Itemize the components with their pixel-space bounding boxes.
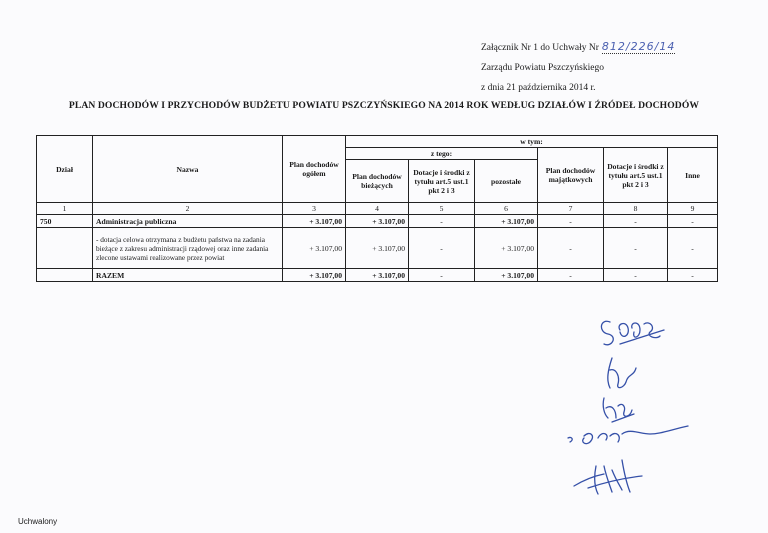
total-plan-biezacych: + 3.107,00 [346, 269, 409, 282]
column-index: 7 [538, 203, 604, 215]
cell-inne: - [668, 228, 718, 269]
total-inne: - [668, 269, 718, 282]
signature-2 [608, 358, 636, 388]
table-row [37, 228, 718, 269]
total-dotacje-biezace: - [409, 269, 475, 282]
budget-table [36, 135, 718, 282]
header-pozostale: pozostałe [475, 160, 538, 203]
header-w-tym: w tym: [346, 136, 718, 148]
cell-plan-majatkowych: - [538, 228, 604, 269]
header-dzial: Dział [37, 136, 93, 203]
signature-1 [601, 321, 664, 345]
cell-dzial: 750 [37, 215, 93, 228]
header-nazwa: Nazwa [93, 136, 283, 203]
cell-plan-biezacych: + 3.107,00 [346, 215, 409, 228]
cell-dotacje-majatkowe: - [604, 228, 668, 269]
approval-status: Uchwalony [18, 517, 58, 526]
header-row-1 [37, 136, 718, 148]
resolution-date: z dnia 21 października 2014 r. [481, 83, 596, 93]
total-dotacje-majatkowe: - [604, 269, 668, 282]
header-dotacje-biezace: Dotacje i środki z tytułu art.5 ust.1 pkt 2 i 3 [409, 160, 475, 203]
resolution-line [481, 38, 675, 58]
resolution-number: 812/226/14 [601, 40, 676, 53]
column-index: 5 [409, 203, 475, 215]
cell-plan-biezacych: + 3.107,00 [346, 228, 409, 269]
cell-plan-majatkowych: - [538, 215, 604, 228]
signature-5 [574, 460, 642, 494]
column-index: 2 [93, 203, 283, 215]
total-row [37, 269, 718, 282]
cell-pozostale: + 3.107,00 [475, 215, 538, 228]
cell-dotacje-biezace: - [409, 228, 475, 269]
column-index: 1 [37, 203, 93, 215]
header-dotacje-majatkowe: Dotacje i środki z tytułu art.5 ust.1 pkt 2 i 3 [604, 148, 668, 203]
cell-dotacje-biezace: - [409, 215, 475, 228]
table-row [37, 215, 718, 228]
header-plan-majatkowych: Plan dochodów majątkowych [538, 148, 604, 203]
column-index: 6 [475, 203, 538, 215]
header-z-tego: z tego: [346, 148, 538, 160]
column-index: 3 [283, 203, 346, 215]
header-inne: Inne [668, 148, 718, 203]
cell-inne: - [668, 215, 718, 228]
column-index-row [37, 203, 718, 215]
header-plan-biezacych: Plan dochodów bieżących [346, 160, 409, 203]
board-name: Zarządu Powiatu Pszczyńskiego [481, 63, 604, 73]
cell-nazwa: - dotacja celowa otrzymana z budżetu państwa na zadania bieżące z zakresu administracji rządowej oraz inne zadania zlecone ustawami realizowane przez powiat [93, 228, 283, 269]
total-plan-ogolem: + 3.107,00 [283, 269, 346, 282]
attachment-label: Załącznik Nr 1 do Uchwały Nr [481, 43, 599, 53]
cell-pozostale: + 3.107,00 [475, 228, 538, 269]
column-index: 8 [604, 203, 668, 215]
cell-empty [37, 269, 93, 282]
column-index: 4 [346, 203, 409, 215]
cell-dzial [37, 228, 93, 269]
cell-plan-ogolem: + 3.107,00 [283, 228, 346, 269]
document-title: PLAN DOCHODÓW I PRZYCHODÓW BUDŻETU POWIATU PSZCZYŃSKIEGO NA 2014 ROK WEDŁUG DZIAŁÓW I ŹRÓDEŁ DOCHODÓW [68, 100, 700, 111]
cell-dotacje-majatkowe: - [604, 215, 668, 228]
cell-nazwa: Administracja publiczna [93, 215, 283, 228]
handwritten-signatures [560, 310, 710, 510]
signature-3 [603, 398, 634, 422]
attachment-header [481, 38, 675, 98]
header-plan-ogolem: Plan dochodów ogółem [283, 136, 346, 203]
total-pozostale: + 3.107,00 [475, 269, 538, 282]
signature-4 [568, 426, 688, 444]
total-label: RAZEM [93, 269, 283, 282]
cell-plan-ogolem: + 3.107,00 [283, 215, 346, 228]
total-plan-majatkowych: - [538, 269, 604, 282]
column-index: 9 [668, 203, 718, 215]
